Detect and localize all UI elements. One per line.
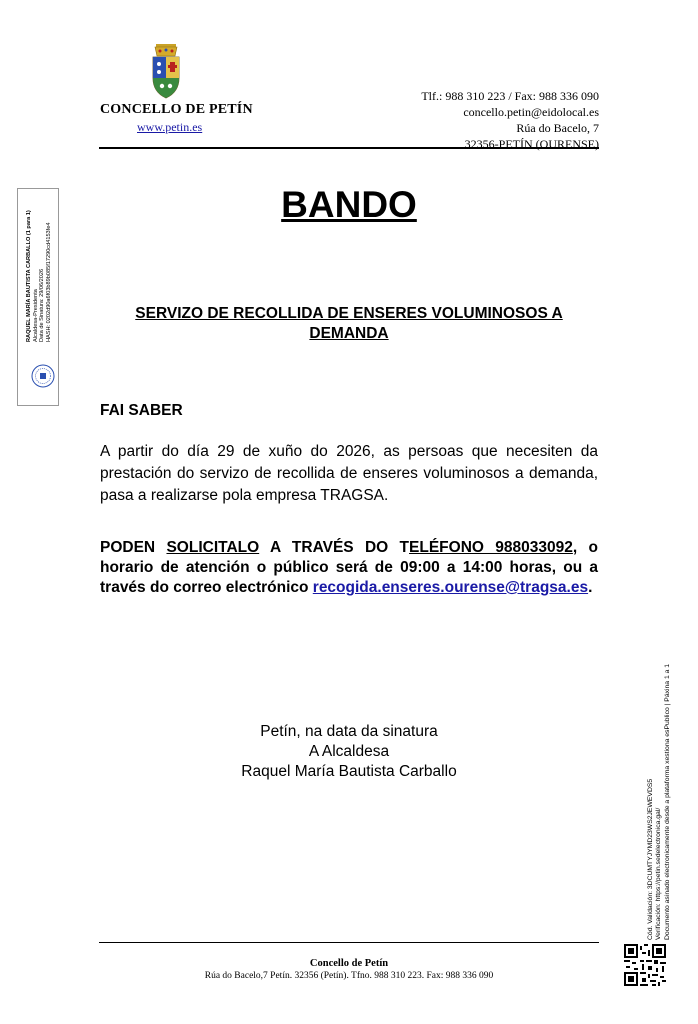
fai-saber-heading: FAI SABER: [100, 402, 183, 419]
stamp-signer: RAQUEL MARÍA BAUTISTA CARBALLO (1 para 1): [26, 210, 32, 342]
stamp-date: Data de Sinatura: 29/06/2026: [39, 268, 46, 342]
header-divider: [99, 147, 599, 149]
email-link[interactable]: recogida.enseres.ourense@tragsa.es: [312, 579, 589, 596]
contact-paragraph: PODEN SOLICITALO A TRAVÉS DO TELÉFONO 988033092, o horario de atención o público será de 09:00 a 14:00 horas, ou a través do correo electrónico recogida.enseres.ourense@tragsa.es.: [100, 539, 598, 596]
contact-phone: Tlf.: 988 310 223 / Fax: 988 336 090: [421, 89, 599, 103]
validation-code: Cód. Validación: 3DCUMTYJYMD23WS2JEWEVDS5: [647, 778, 654, 940]
validation-text: [647, 640, 672, 940]
org-website-link[interactable]: www.petin.es: [137, 120, 203, 134]
signoff-place-date: Petín, na data da sinatura: [260, 723, 438, 740]
footer-org-name: Concello de Petín: [309, 958, 389, 969]
signoff-block: [0, 722, 698, 782]
document-subtitle: SERVIZO DE RECOLLIDA DE ENSERES VOLUMINOSOS A DEMANDA: [135, 305, 563, 342]
validation-url: Verificación: https://petin.sedelectronica.gal/: [655, 807, 663, 940]
contact-block: [421, 88, 599, 152]
org-name: CONCELLO DE PETÍN: [100, 102, 253, 117]
stamp-hash: HASH: 0202d90a6f03b89b085f17290cd4153fe4: [45, 222, 52, 342]
contact-city: 32356-PETÍN (OURENSE): [464, 137, 599, 151]
footer-divider: [99, 942, 599, 943]
stamp-role: Alcaldesa-Presidenta: [32, 289, 39, 342]
validation-note: Documento asinado electronicamente desde a plataforma xestiona esPublico | Páxina 1 a 1: [663, 663, 671, 940]
seal-icon: [31, 364, 55, 388]
footer-address: Rúa do Bacelo,7 Petín. 32356 (Petín). Tfno. 988 310 223. Fax: 988 336 090: [204, 971, 494, 981]
signoff-role: A Alcaldesa: [308, 743, 390, 760]
municipal-crest-icon: [146, 42, 186, 100]
contact-street: Rúa do Bacelo, 7: [516, 121, 599, 135]
signoff-name: Raquel María Bautista Carballo: [241, 763, 457, 780]
document-title: BANDO: [281, 184, 417, 225]
contact-email: concello.petin@eidolocal.es: [463, 105, 599, 119]
announcement-paragraph: A partir do día 29 de xuño do 2026, as persoas que necesiten da prestación do servizo de recollida de enseres voluminosos a demanda, pasa a realizarse pola empresa TRAGSA.: [100, 443, 598, 504]
